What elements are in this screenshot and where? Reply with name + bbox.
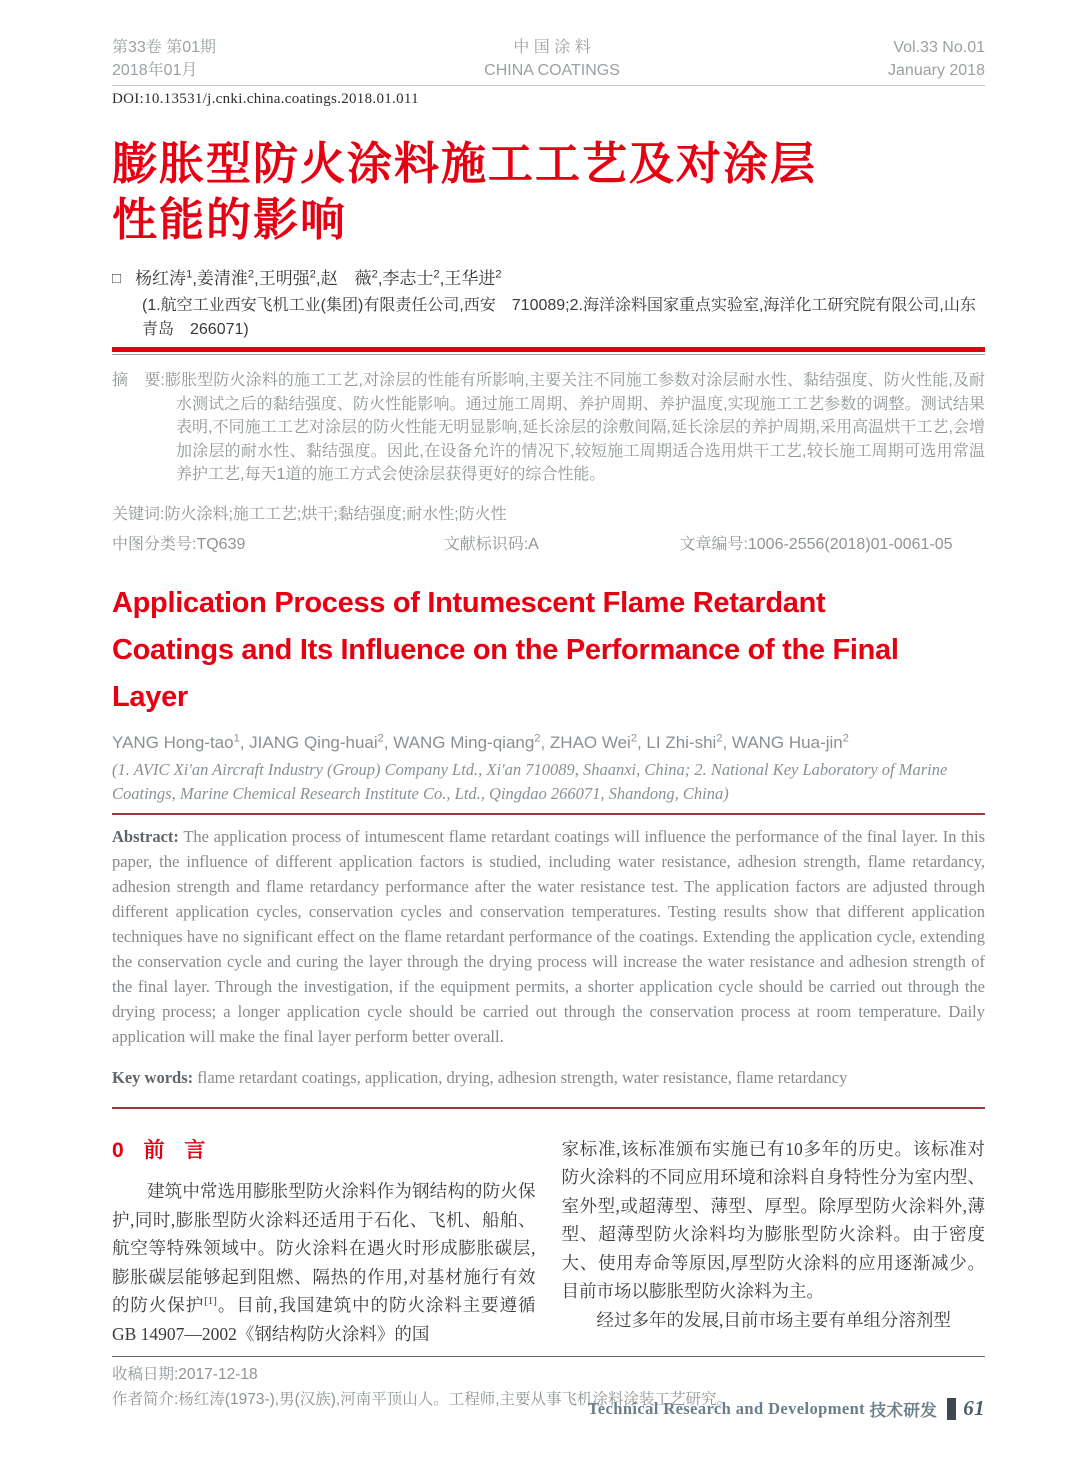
header-left <box>112 36 216 82</box>
authors-cn <box>112 264 985 289</box>
page-footer <box>588 1396 985 1421</box>
footer-section-label-cn: 技术研发 <box>869 1400 938 1420</box>
author-affil-sup: 2 <box>247 268 255 281</box>
author-separator: , <box>192 269 197 288</box>
article-title-en-line3: Layer <box>112 680 188 713</box>
keywords-text-cn: 防火涂料;施工工艺;烘干;黏结强度;耐水性;防火性 <box>164 505 507 523</box>
article-title-cn-line1: 膨胀型防火涂料施工工艺及对涂层 <box>112 138 818 189</box>
keywords-label-cn: 关键词: <box>112 505 165 523</box>
article-title-cn <box>112 136 985 248</box>
author-affil-sup: 2 <box>630 731 637 744</box>
author-name: 姜清淮 <box>196 269 248 288</box>
author-name-en: JIANG Qing-huai <box>249 732 378 752</box>
author-bio: 作者简介:杨红涛(1973-),男(汉族),河南平顶山人。工程师,主要从事飞机涂料涂装工艺研究。 <box>112 1391 733 1408</box>
author-separator: , <box>722 732 732 752</box>
citation-marker: [1] <box>204 1295 217 1308</box>
author-separator: , <box>383 732 394 752</box>
keywords-cn <box>112 503 985 526</box>
abstract-text-en: The application process of intumescent flame retardant coatings will influence the performance of the final layer. In this paper, the influence of different application factors is studied, including water resistance, adhesion strength, flame retardancy, adhesion strength and flame retardancy performance after the water resistance test. The application factors are adjusted through different application cycles, conservation cycles and conservation temperatures. Testing results show that different application techniques have no significant effect on the flame retardant performance of the coatings. Extending the application cycle, extending the conservation cycle and curing the layer through the drying process will increase the water resistance and adhesion strength of the final layer. Through the investigation, if the equipment permits, a shorter application cycle should be carried out through the drying process; a longer application cycle should be carried out through the conservation process at room temperature. Daily application will make the final layer perform better overall. <box>112 826 985 1046</box>
author-separator: , <box>315 269 321 288</box>
abstract-en <box>112 824 985 1049</box>
article-id: 文章编号:1006-2556(2018)01-0061-05 <box>679 535 953 553</box>
issue-date-en: January 2018 <box>888 62 985 79</box>
authors-en <box>112 733 985 753</box>
issue-date-cn: 2018年01月 <box>112 62 198 79</box>
affiliation-en: (1. AVIC Xi'an Aircraft Industry (Group) Company Ltd., Xi'an 710089, Shaanxi, China; 2. National Key Laboratory of Marine Coatings, Marine Chemical Research Institute Co., Ltd., Qingdao 266071, Shandong, China) <box>112 759 948 803</box>
footer-section-label-en: Technical Research and Development <box>587 1398 866 1418</box>
abstract-label-cn: 摘 要: <box>112 372 165 389</box>
author-name-en: YANG Hong-tao <box>112 732 234 752</box>
author-separator: , <box>254 269 259 288</box>
author-separator: , <box>377 269 383 288</box>
author-separator: , <box>636 732 647 752</box>
author-affil-sup: 2 <box>309 268 316 281</box>
keywords-text-en: flame retardant coatings, application, drying, adhesion strength, water resistance, flame retardancy <box>193 1068 848 1087</box>
page-number: 61 <box>963 1396 985 1420</box>
dark-red-divider-top <box>112 813 985 815</box>
author-name: 李志士 <box>382 269 434 288</box>
abstract-cn <box>112 369 985 487</box>
red-bar-divider <box>112 347 985 352</box>
author-separator: , <box>439 269 445 288</box>
author-affil-sup: 2 <box>433 268 440 281</box>
article-title-en-line1: Application Process of Intumescent Flame Retardant <box>112 586 826 619</box>
article-title-en <box>112 580 985 721</box>
abstract-text-cn: 膨胀型防火涂料的施工工艺,对涂层的性能有所影响,主要关注不同施工参数对涂层耐水性、黏结强度、防火性能,及耐水测试之后的黏结强度、防火性能影响。通过施工周期、养护周期、养护温度,实现施工工艺参数的调整。测试结果表明,不同施工工艺对涂层的防火性能无明显影响,延长涂层的涂敷间隔,延长涂层的养护周期,采用高温烘干工艺,会增加涂层的耐水性、黏结强度。因此,在设备允许的情况下,较短施工周期适合选用烘干工艺,较长施工周期可选用常温养护工艺,每天1道的施工方式会使涂层获得更好的综合性能。 <box>164 372 985 483</box>
doi: DOI:10.13531/j.cnki.china.coatings.2018.01.011 <box>112 91 419 107</box>
section-heading: 0 前 言 <box>112 1138 206 1162</box>
page-number-bar <box>947 1398 956 1420</box>
author-affil-sup: 2 <box>534 731 541 744</box>
body-paragraph: 经过多年的发展,目前市场主要有单组分溶剂型 <box>596 1309 951 1330</box>
author-name: 杨红涛 <box>135 269 187 288</box>
journal-header <box>112 36 985 108</box>
abstract-label-en: Abstract: <box>112 826 179 846</box>
paragraph-text: 。目前,我国建筑中的防火涂料主要遵循GB 14907—2002《钢结构防火涂料》的国 <box>112 1295 536 1344</box>
article-title-cn-line2: 性能的影响 <box>112 194 348 245</box>
header-right <box>888 36 985 82</box>
author-affil-sup: 2 <box>716 731 723 744</box>
author-name-en: WANG Hua-jin <box>731 732 843 752</box>
classification-row <box>112 531 985 554</box>
journal-name-cn: 中 国 涂 料 <box>513 39 591 56</box>
author-affil-sup: 1 <box>186 268 193 281</box>
body-left-column <box>112 1135 536 1349</box>
body-paragraph <box>112 1177 536 1348</box>
author-affil-sup: 2 <box>842 731 849 744</box>
keywords-en <box>112 1065 985 1090</box>
author-affil-sup: 1 <box>233 731 240 744</box>
author-name: 王明强 <box>258 269 310 288</box>
author-affil-sup: 2 <box>377 731 384 744</box>
article-title-en-line2: Coatings and Its Influence on the Performance of the Final <box>112 633 899 666</box>
paragraph-text: 建筑中常选用膨胀型防火涂料作为钢结构的防火保护,同时,膨胀型防火涂料还适用于石化、飞机、船舶、航空等特殊领域中。防火涂料在遇火时形成膨胀碳层,膨胀碳层能够起到阻燃、隔热的作用,对基材施行有效的防火保护 <box>112 1181 536 1315</box>
received-date: 收稿日期:2017-12-18 <box>112 1366 258 1383</box>
header-divider <box>112 85 985 86</box>
author-name: 赵 薇 <box>320 269 372 288</box>
document-code: 文献标识码:A <box>443 535 539 553</box>
header-center <box>484 36 620 82</box>
volume-issue: 第33卷 第01期 <box>112 39 217 56</box>
author-affil-sup: 2 <box>371 268 378 281</box>
author-name-en: LI Zhi-shi <box>646 732 717 752</box>
volume-issue-en: Vol.33 No.01 <box>893 39 985 56</box>
affiliation-cn: (1.航空工业西安飞机工业(集团)有限责任公司,西安 710089;2.海洋涂料国家重点实验室,海洋化工研究院有限公司,山东青岛 266071) <box>142 297 976 338</box>
body-paragraph: 家标准,该标准颁布实施已有10多年的历史。该标准对防火涂料的不同应用环境和涂料自身特性分为室内型、室外型,或超薄型、薄型、厚型。除厚型防火涂料外,薄型、超薄型防火涂料均为膨胀型防火涂料。由于密度大、使用寿命等原因,厚型防火涂料的应用逐渐减少。目前市场以膨胀型防火涂料为主。 <box>561 1138 985 1301</box>
footnote-divider <box>112 1356 985 1357</box>
author-name-en: ZHAO Wei <box>549 732 631 752</box>
author-name-en: WANG Ming-qiang <box>393 732 535 752</box>
dark-red-divider-bottom <box>112 1107 985 1109</box>
gray-line-divider <box>112 354 985 355</box>
author-affil-sup: 2 <box>495 268 502 281</box>
clc-number: 中图分类号:TQ639 <box>112 535 246 553</box>
author-name: 王华进 <box>444 269 496 288</box>
author-separator: , <box>540 732 550 752</box>
article-body <box>112 1135 985 1349</box>
keywords-label-en: Key words: <box>112 1068 194 1087</box>
journal-name-en: CHINA COATINGS <box>484 62 620 79</box>
author-list-marker: □ <box>112 270 122 287</box>
author-separator: , <box>239 732 250 752</box>
body-right-column <box>562 1135 986 1349</box>
